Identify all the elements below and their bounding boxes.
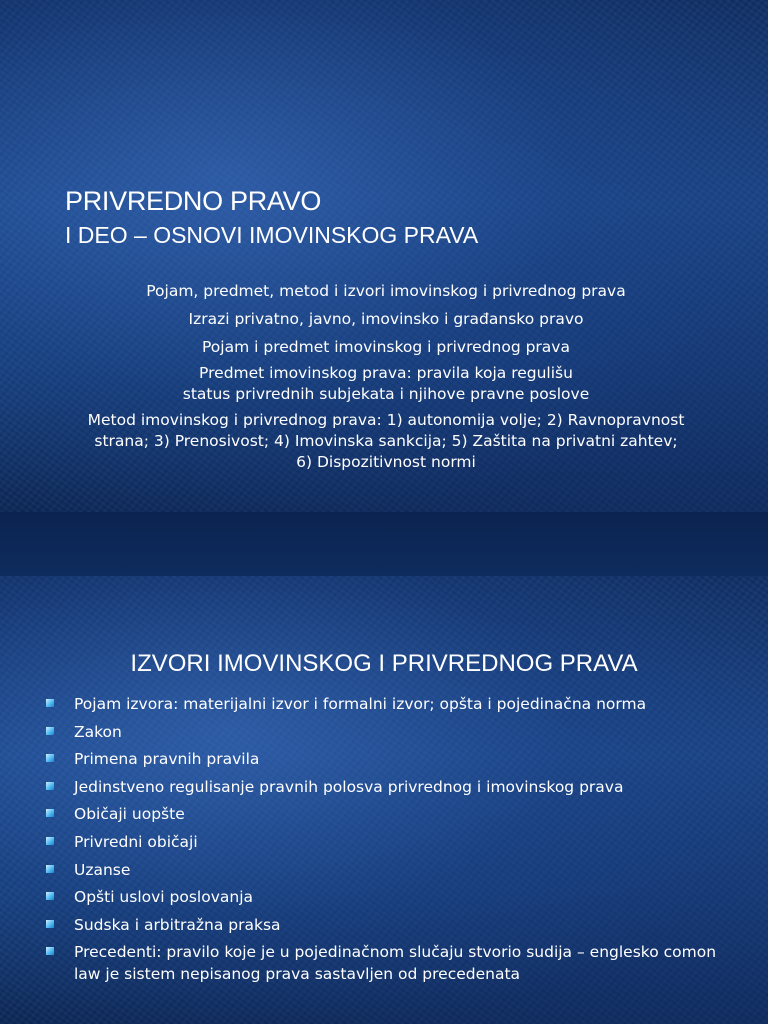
bullet-list xyxy=(46,693,736,991)
list-item xyxy=(46,748,736,770)
slide-title: IZVORI IMOVINSKOG I PRIVREDNOG PRAVA xyxy=(130,650,638,677)
square-bullet-icon xyxy=(46,727,54,735)
square-bullet-icon xyxy=(46,865,54,873)
list-item xyxy=(46,831,736,853)
list-item: Pojam i predmet imovinskog i privrednog prava xyxy=(202,338,570,356)
slide-subtitle: I DEO – OSNOVI IMOVINSKOG PRAVA xyxy=(65,222,479,248)
list-item xyxy=(46,721,736,743)
list-item-text: Sudska i arbitražna praksa xyxy=(74,915,281,934)
slide-2 xyxy=(0,576,768,1024)
slide-divider xyxy=(0,512,768,576)
list-item xyxy=(46,803,736,825)
list-item-text: Jedinstveno regulisanje pravnih polosva privrednog i imovinskog prava xyxy=(74,777,624,796)
list-item xyxy=(46,859,736,881)
list-item: Izrazi privatno, javno, imovinsko i građansko pravo xyxy=(188,310,584,328)
list-item: Metod imovinskog i privrednog prava: 1) autonomija volje; 2) Ravnopravnost strana; 3) Prenosivost; 4) Imovinska sankcija; 5) Zaštita na privatni zahtev; 6) Dispozitivnost normi xyxy=(87,411,685,471)
list-item-text: Privredni običaji xyxy=(74,832,198,851)
square-bullet-icon xyxy=(46,782,54,790)
list-item-text: Precedenti: pravilo koje je u pojedinačnom slučaju stvorio sudija – englesko comon law je sistem nepisanog prava sastavljen od precedenata xyxy=(74,943,717,984)
list-item-text: Pojam izvora: materijalni izvor i formalni izvor; opšta i pojedinačna norma xyxy=(74,695,647,713)
list-item: Pojam, predmet, metod i izvori imovinskog i privrednog prava xyxy=(146,282,626,300)
square-bullet-icon xyxy=(46,809,54,817)
list-item-text: Običaji uopšte xyxy=(74,805,185,824)
square-bullet-icon xyxy=(46,837,54,845)
topic-list xyxy=(80,281,692,480)
square-bullet-icon xyxy=(46,920,54,928)
list-item-text: Opšti uslovi poslovanja xyxy=(74,888,254,907)
list-item-text: Uzanse xyxy=(74,860,131,879)
list-item xyxy=(46,941,736,985)
list-item: Predmet imovinskog prava: pravila koja regulišu status privrednih subjekata i njihove pravne poslove xyxy=(182,364,590,403)
square-bullet-icon xyxy=(46,699,54,707)
square-bullet-icon xyxy=(46,892,54,900)
slide-title: PRIVREDNO PRAVO xyxy=(65,186,322,216)
list-item xyxy=(46,693,736,715)
square-bullet-icon xyxy=(46,947,54,955)
list-item-text: Primena pravnih pravila xyxy=(74,750,260,769)
list-item xyxy=(46,914,736,936)
list-item-text: Zakon xyxy=(74,722,122,741)
list-item xyxy=(46,776,736,798)
square-bullet-icon xyxy=(46,754,54,762)
list-item xyxy=(46,886,736,908)
